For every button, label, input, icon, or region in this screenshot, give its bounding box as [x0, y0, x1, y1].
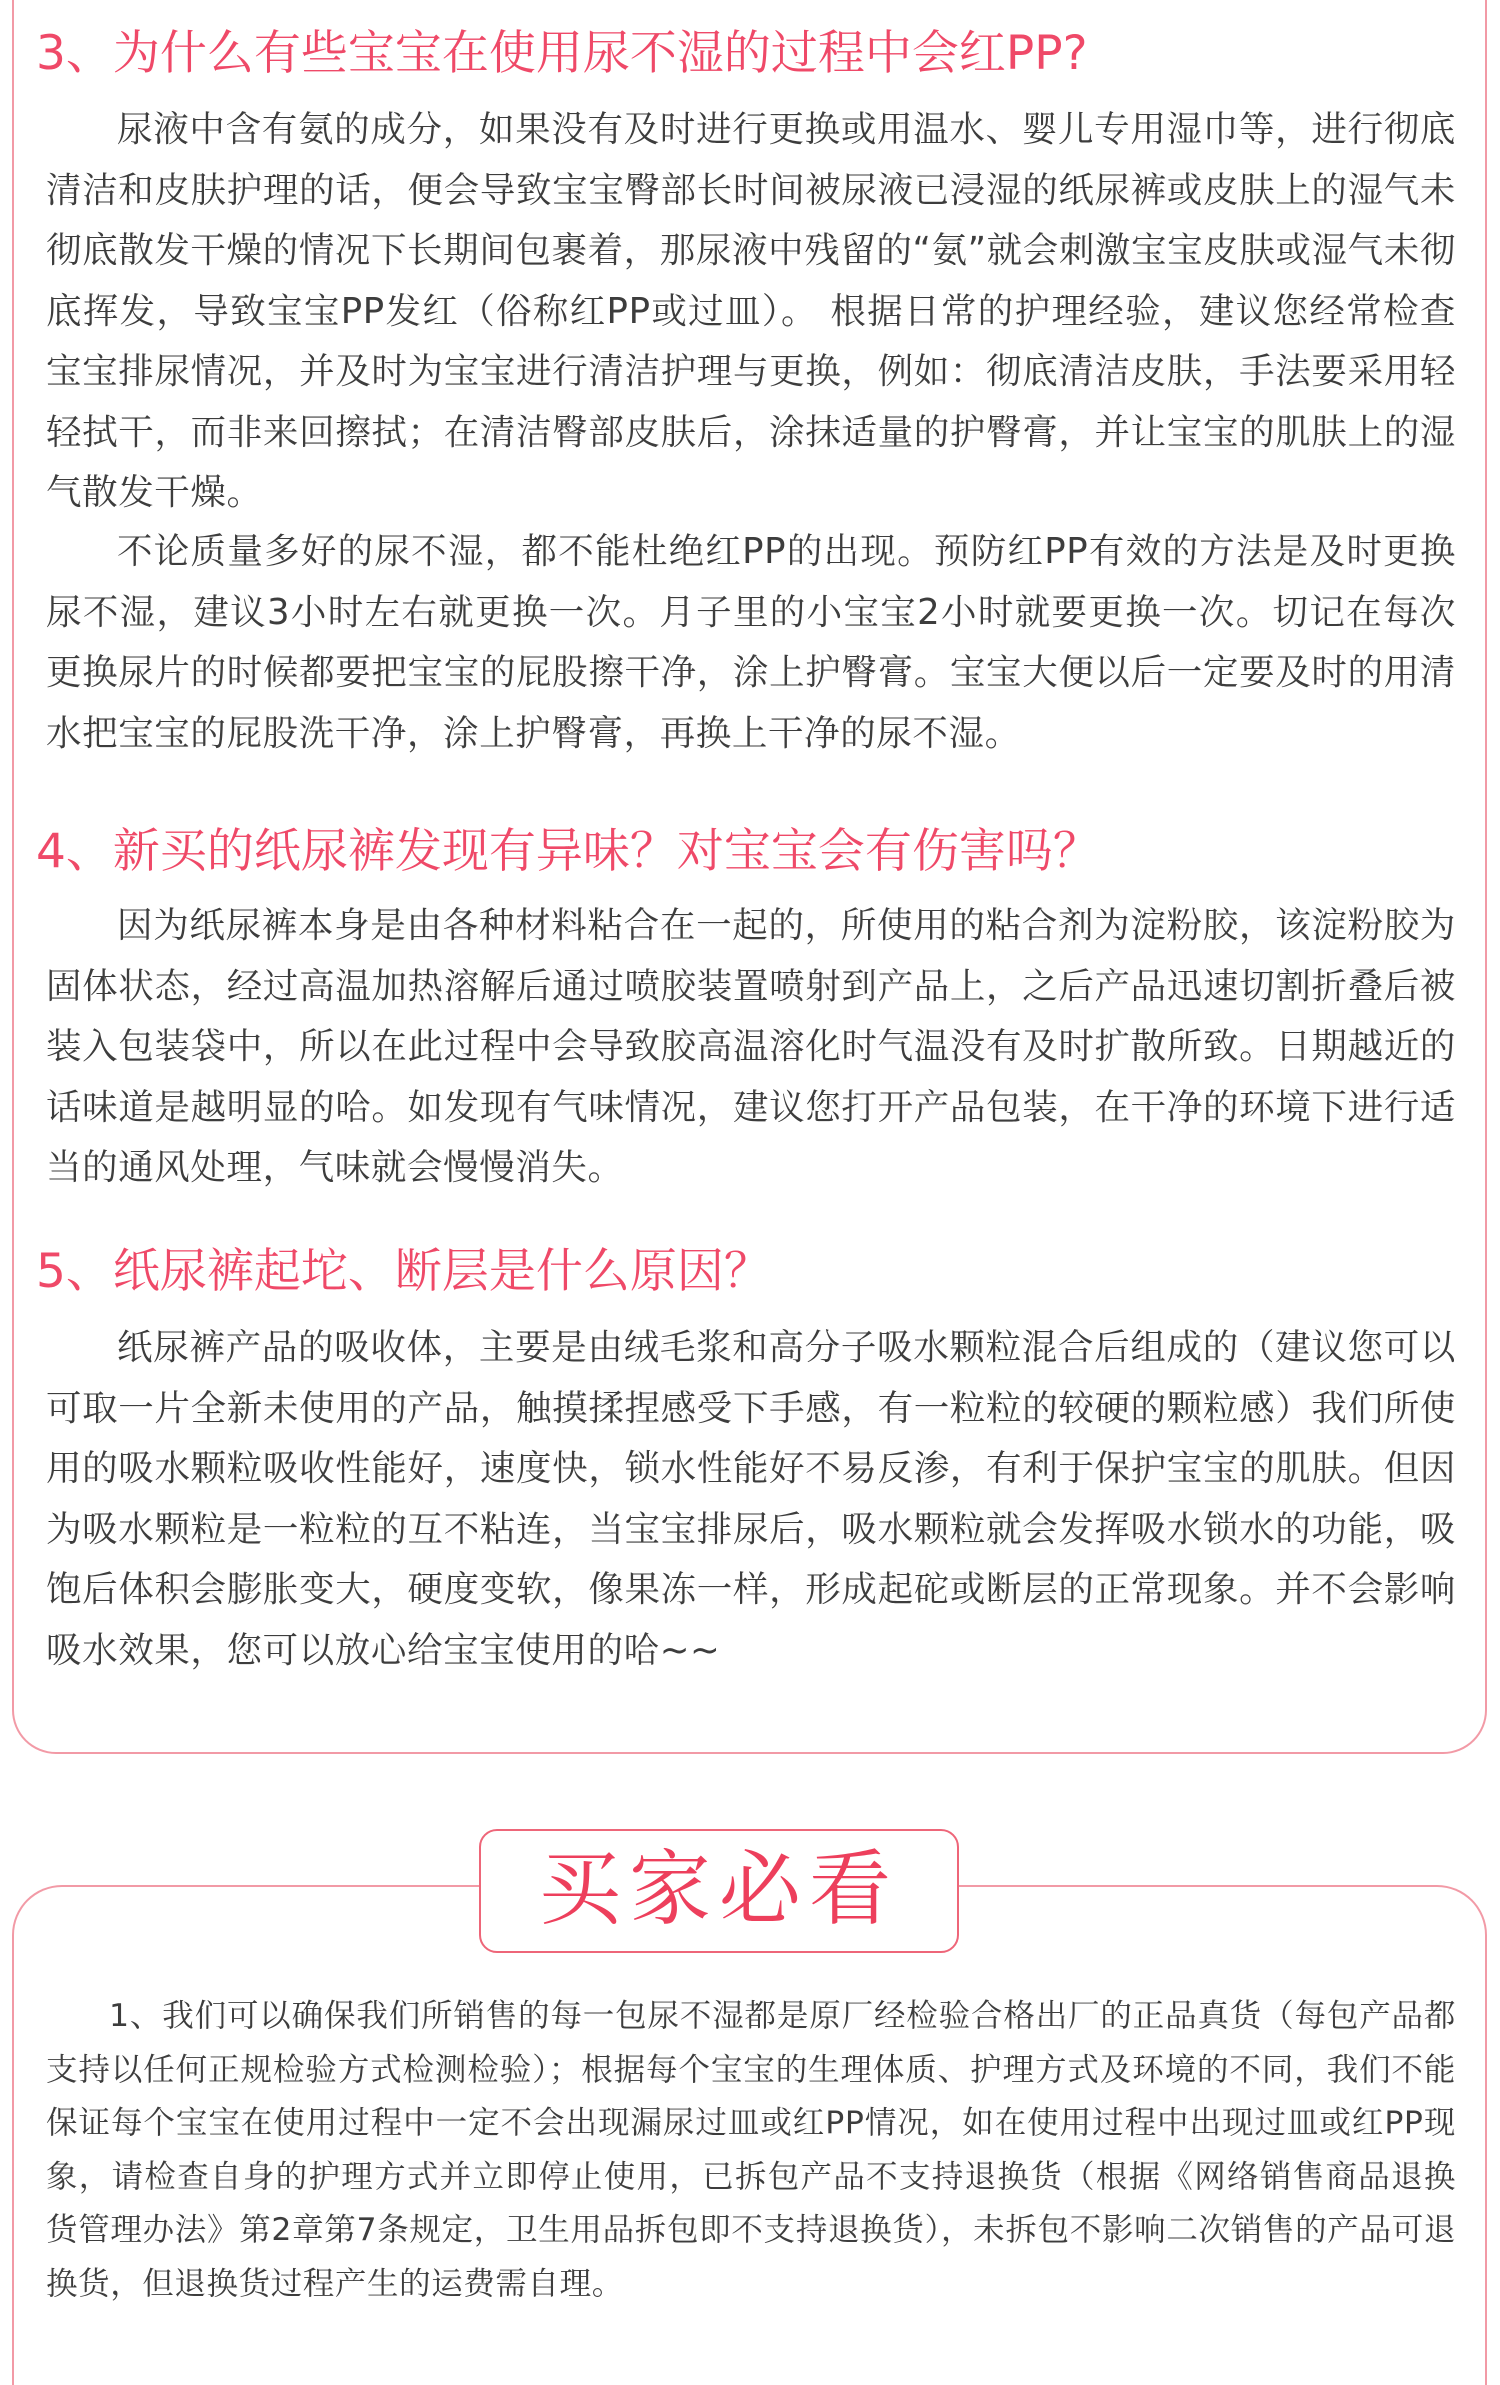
faq-3-title: 3、为什么有些宝宝在使用尿不湿的过程中会红PP? — [36, 26, 1088, 81]
faq-3-paragraph-2: 不论质量多好的尿不湿，都不能杜绝红PP的出现。预防红PP有效的方法是及时更换尿不湿，建议3小时左右就更换一次。月子里的小宝宝2小时就要更换一次。切记在每次更换尿片的时候都要把宝宝的屁股擦干净，涂上护臀膏。宝宝大便以后一定要及时的用清水把宝宝的屁股洗干净，涂上护臀膏，再换上干净的尿不湿。 — [46, 531, 1456, 754]
faq-4-title: 4、新买的纸尿裤发现有异味？对宝宝会有伤害吗？ — [36, 824, 1100, 879]
buyer-notice-heading: 买家必看 — [538, 1842, 899, 1937]
faq-3-paragraph-1: 尿液中含有氨的成分，如果没有及时进行更换或用温水、婴儿专用湿巾等，进行彻底清洁和皮肤护理的话，便会导致宝宝臀部长时间被尿液已浸湿的纸尿裤或皮肤上的湿气未彻底散发干燥的情况下长期间包裹着，那尿液中残留的“氨”就会刺激宝宝皮肤或湿气未彻底挥发，导致宝宝PP发红（俗称红PP或过皿）。 根据日常的护理经验，建议您经常检查宝宝排尿情况，并及时为宝宝进行清洁护理与更换，例如：彻底清洁皮肤，手法要采用轻轻拭干，而非来回擦拭；在清洁臀部皮肤后，涂抹适量的护臀膏，并让宝宝的肌肤上的湿气散发干燥。 — [46, 109, 1456, 513]
buyer-notice-badge — [479, 1829, 959, 1953]
faq-5-title: 5、纸尿裤起坨、断层是什么原因？ — [36, 1244, 771, 1299]
faq-4-paragraph-1: 因为纸尿裤本身是由各种材料粘合在一起的，所使用的粘合剂为淀粉胶，该淀粉胶为固体状态，经过高温加热溶解后通过喷胶装置喷射到产品上，之后产品迅速切割折叠后被装入包装袋中，所以在此过程中会导致胶高温溶化时气温没有及时扩散所致。日期越近的话味道是越明显的哈。如发现有气味情况，建议您打开产品包装，在干净的环境下进行适当的通风处理，气味就会慢慢消失。 — [46, 905, 1456, 1188]
faq-5-paragraph-1: 纸尿裤产品的吸收体，主要是由绒毛浆和高分子吸水颗粒混合后组成的（建议您可以可取一片全新未使用的产品，触摸揉捏感受下手感，有一粒粒的较硬的颗粒感）我们所使用的吸水颗粒吸收性能好，速度快，锁水性能好不易反渗，有利于保护宝宝的肌肤。但因为吸水颗粒是一粒粒的互不粘连，当宝宝排尿后，吸水颗粒就会发挥吸水锁水的功能，吸饱后体积会膨胀变大，硬度变软，像果冻一样，形成起砣或断层的正常现象。并不会影响吸水效果，您可以放心给宝宝使用的哈~~ — [46, 1327, 1456, 1671]
buyer-notice-item-1: 1、我们可以确保我们所销售的每一包尿不湿都是原厂经检验合格出厂的正品真货（每包产品都支持以任何正规检验方式检测检验）；根据每个宝宝的生理体质、护理方式及环境的不同，我们不能保证每个宝宝在使用过程中一定不会出现漏尿过皿或红PP情况，如在使用过程中出现过皿或红PP现象，请检查自身的护理方式并立即停止使用，已拆包产品不支持退换货（根据《网络销售商品退换货管理办法》第2章第7条规定，卫生用品拆包即不支持退换货），未拆包不影响二次销售的产品可退换货，但退换货过程产生的运费需自理。 — [46, 1998, 1456, 2302]
